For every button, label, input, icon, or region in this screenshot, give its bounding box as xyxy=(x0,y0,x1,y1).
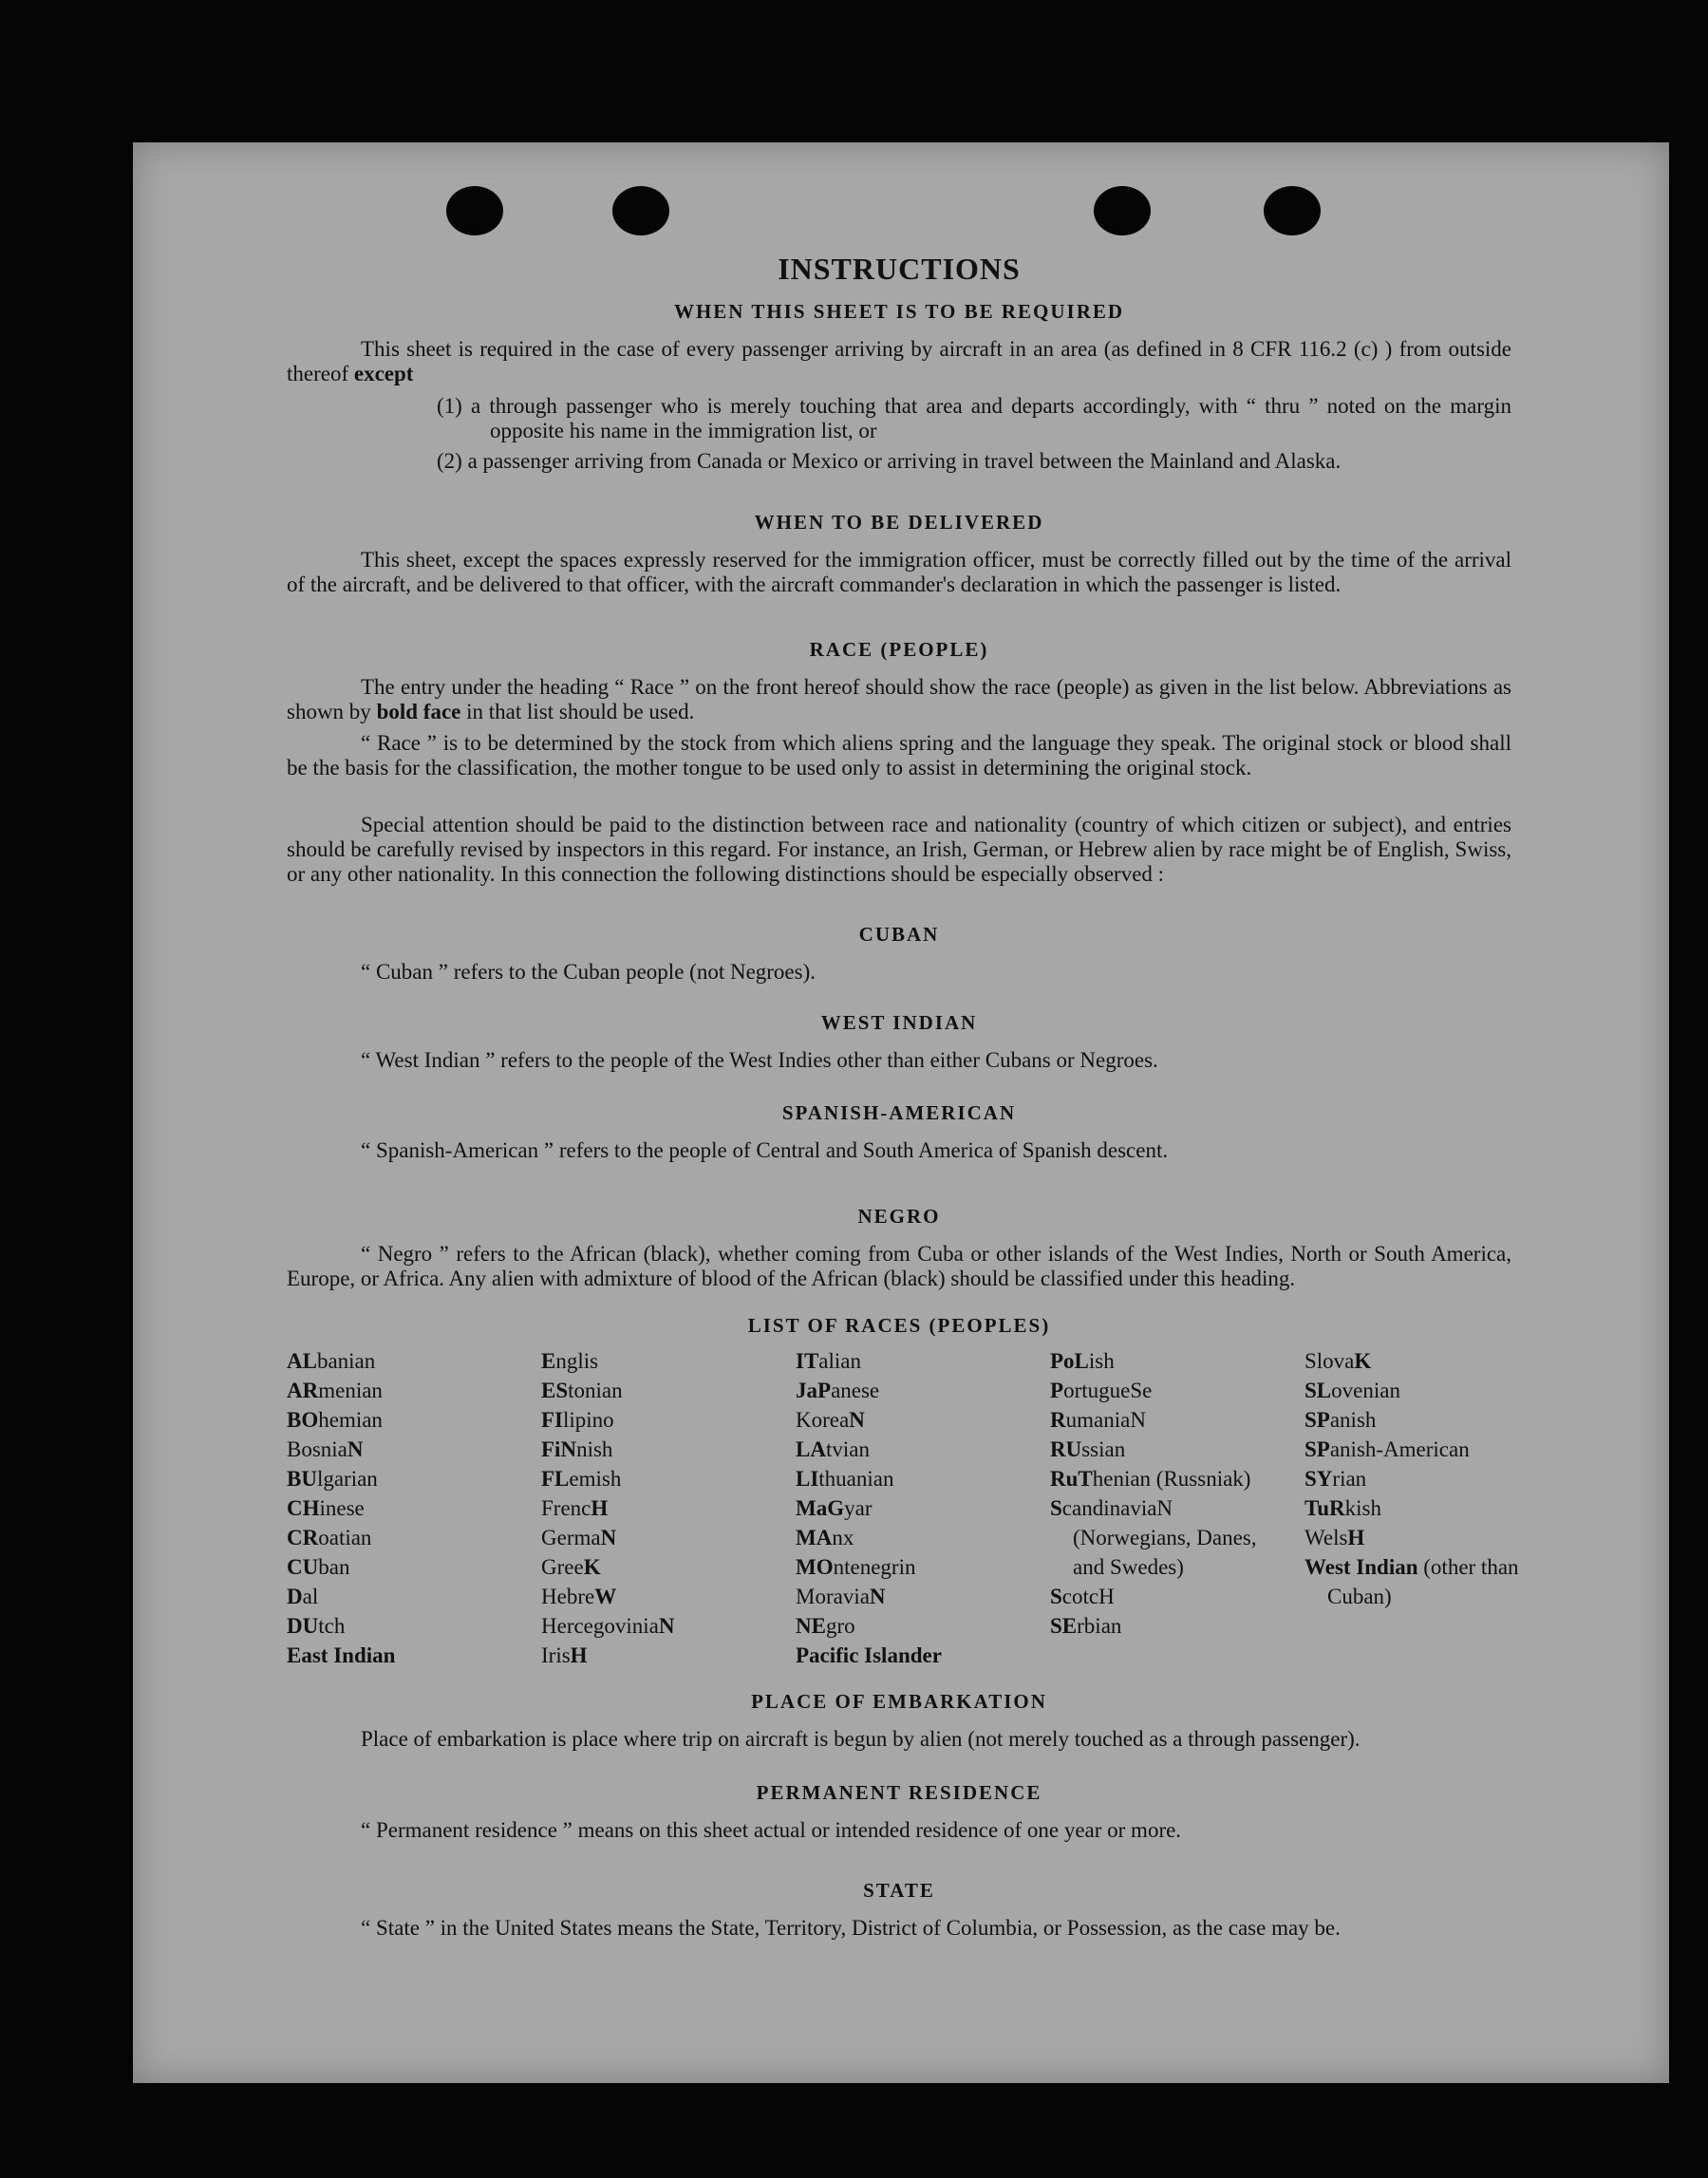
race-text: Moravia xyxy=(796,1585,870,1608)
para-permanent-residence: “ Permanent residence ” means on this sheet actual or intended residence of one year or more. xyxy=(361,1818,1182,1842)
para-embarkation: Place of embarkation is place where trip on aircraft is begun by alien (not merely touched as a through passenger). xyxy=(361,1727,1361,1751)
race-entry xyxy=(796,1611,1042,1641)
race-abbrev: NE xyxy=(796,1614,826,1638)
race-text: inese xyxy=(319,1496,365,1520)
race-entry xyxy=(796,1523,1042,1552)
para-when-required xyxy=(287,337,1511,386)
page-title: INSTRUCTIONS xyxy=(778,252,1021,286)
heading-negro: NEGRO xyxy=(857,1205,941,1228)
race-text: anish xyxy=(1329,1408,1377,1432)
race-text: Frenc xyxy=(541,1496,591,1520)
race-abbrev: Pacific Islander xyxy=(796,1643,942,1667)
race-abbrev: ES xyxy=(541,1379,569,1402)
race-text: ish xyxy=(1088,1349,1115,1373)
race-text: ortugueSe xyxy=(1063,1379,1153,1402)
race-entry xyxy=(541,1405,788,1435)
race-entry xyxy=(796,1493,1042,1523)
race-entry xyxy=(287,1493,534,1523)
para-west-indian: “ West Indian ” refers to the people of the West Indies other than either Cubans or Negroes. xyxy=(361,1048,1158,1072)
race-entry xyxy=(287,1641,534,1670)
punch-hole xyxy=(1264,186,1321,235)
race-text: menian xyxy=(318,1379,383,1402)
race-abbrev: RU xyxy=(1050,1437,1082,1461)
race-abbrev: SE xyxy=(1050,1614,1078,1638)
race-text: ntenegrin xyxy=(833,1555,916,1579)
race-entry xyxy=(1304,1435,1521,1464)
race-entry xyxy=(541,1346,788,1376)
race-abbrev: CU xyxy=(287,1555,319,1579)
race-text: hemian xyxy=(318,1408,383,1432)
race-text: yar xyxy=(844,1496,873,1520)
para-negro: “ Negro ” refers to the African (black), whether coming from Cuba or other islands of the West Indies, North or South America, Europe, or Africa. Any alien with admixture of blood of the African (black) should be classified under this heading. xyxy=(287,1242,1511,1290)
race-text: nx xyxy=(832,1526,854,1549)
race-entry xyxy=(541,1493,788,1523)
race-entry xyxy=(287,1464,534,1493)
race-text: Germa xyxy=(541,1526,601,1549)
race-text: rian xyxy=(1332,1467,1367,1491)
race-abbrev: N xyxy=(658,1614,675,1638)
race-abbrev: H xyxy=(570,1643,588,1667)
race-abbrev: K xyxy=(1354,1349,1372,1373)
race-text: ssian xyxy=(1081,1437,1126,1461)
race-abbrev: BU xyxy=(287,1467,317,1491)
race-text: nish xyxy=(576,1437,613,1461)
race-abbrev: FiN xyxy=(541,1437,577,1461)
race-text: Wels xyxy=(1304,1526,1348,1549)
race-entry xyxy=(796,1464,1042,1493)
race-entry xyxy=(796,1376,1042,1405)
race-abbrev: LI xyxy=(796,1467,819,1491)
race-abbrev: CR xyxy=(287,1526,319,1549)
heading-permanent-residence: PERMANENT RESIDENCE xyxy=(756,1781,1042,1804)
race-text: Iris xyxy=(541,1643,571,1667)
race-entry xyxy=(287,1405,534,1435)
race-abbrev: N xyxy=(600,1526,617,1549)
race-entry xyxy=(1304,1346,1521,1376)
race-entry xyxy=(1050,1376,1270,1405)
race-text: oatian xyxy=(318,1526,372,1549)
race-entry xyxy=(541,1435,788,1464)
race-entry xyxy=(1050,1493,1270,1582)
heading-spanish-american: SPANISH-AMERICAN xyxy=(781,1101,1017,1124)
race-entry xyxy=(541,1641,788,1670)
race-text: nglis xyxy=(555,1349,599,1373)
race-entry xyxy=(287,1376,534,1405)
race-text: candinaviaN (Norwegians, Danes, and Swedes) xyxy=(1061,1496,1257,1579)
text: The entry under the heading “ Race ” on the front hereof should show the race (people) as given in the list below. Abbreviations as shown by xyxy=(287,675,1511,723)
heading-embarkation: PLACE OF EMBARKATION xyxy=(751,1690,1047,1713)
race-entry xyxy=(796,1552,1042,1582)
race-text: Gree xyxy=(541,1555,584,1579)
race-abbrev: MO xyxy=(796,1555,834,1579)
para-cuban: “ Cuban ” refers to the Cuban people (not Negroes). xyxy=(361,960,816,984)
race-abbrev: MA xyxy=(796,1526,833,1549)
race-entry xyxy=(1304,1405,1521,1435)
race-abbrev: FL xyxy=(541,1467,570,1491)
race-entry xyxy=(541,1523,788,1552)
race-entry xyxy=(287,1582,534,1611)
race-abbrev: W xyxy=(594,1585,617,1608)
race-text: (other than Cuban) xyxy=(1327,1555,1519,1608)
race-text: rbian xyxy=(1077,1614,1122,1638)
race-abbrev: S xyxy=(1050,1496,1062,1520)
race-entry xyxy=(796,1405,1042,1435)
race-entry xyxy=(796,1346,1042,1376)
races-column xyxy=(541,1346,788,1670)
race-entry xyxy=(541,1464,788,1493)
race-entry xyxy=(541,1582,788,1611)
race-text: Hebre xyxy=(541,1585,595,1608)
race-text: kish xyxy=(1344,1496,1381,1520)
race-abbrev: K xyxy=(583,1555,601,1579)
race-entry xyxy=(1304,1552,1521,1611)
race-text: al xyxy=(302,1585,319,1608)
race-abbrev: CH xyxy=(287,1496,320,1520)
race-entry xyxy=(796,1582,1042,1611)
para-when-delivered: This sheet, except the spaces expressly reserved for the immigration officer, must be correctly filled out by the time of the arrival of the aircraft, and be delivered to that officer, with the aircraft commander's declaration in which the passenger is listed. xyxy=(287,548,1511,596)
race-abbrev: D xyxy=(287,1585,303,1608)
heading-race: RACE (PEOPLE) xyxy=(809,638,989,661)
race-abbrev: PoL xyxy=(1050,1349,1089,1373)
race-entry xyxy=(796,1435,1042,1464)
race-abbrev: N xyxy=(347,1437,364,1461)
race-entry xyxy=(541,1611,788,1641)
race-abbrev: H xyxy=(1347,1526,1365,1549)
race-abbrev: SP xyxy=(1304,1408,1330,1432)
race-abbrev: West Indian xyxy=(1304,1555,1418,1579)
race-entry xyxy=(287,1552,534,1582)
race-entry xyxy=(287,1346,534,1376)
race-text: gro xyxy=(825,1614,855,1638)
race-text: Hercegovinia xyxy=(541,1614,659,1638)
race-abbrev: FI xyxy=(541,1408,563,1432)
race-text: lipino xyxy=(563,1408,614,1432)
para-race-3: Special attention should be paid to the distinction between race and nationality (country of which citizen or subject), and entries should be carefully revised by inspectors in this regard. For instance, an Irish, German, or Hebrew alien by race might be of English, Swiss, or any other nationality. In this connection the following distinctions should be especially observed : xyxy=(287,813,1511,886)
race-text: ban xyxy=(318,1555,350,1579)
race-abbrev: DU xyxy=(287,1614,319,1638)
text: This sheet is required in the case of every passenger arriving by aircraft in an area (as defined in 8 CFR 116.2 (c) ) from outside thereof xyxy=(287,337,1511,385)
race-text: Slova xyxy=(1304,1349,1355,1373)
race-entry xyxy=(287,1611,534,1641)
race-text: anese xyxy=(831,1379,880,1402)
race-abbrev: H xyxy=(591,1496,609,1520)
heading-west-indian: WEST INDIAN xyxy=(820,1011,978,1034)
race-text: emish xyxy=(569,1467,622,1491)
race-abbrev: JaP xyxy=(796,1379,832,1402)
race-abbrev: P xyxy=(1050,1379,1064,1402)
race-abbrev: E xyxy=(541,1349,556,1373)
exception-item-2: (2) a passenger arriving from Canada or Mexico or arriving in travel between the Mainland and Alaska. xyxy=(437,449,1342,473)
heading-cuban: CUBAN xyxy=(858,923,940,946)
para-state: “ State ” in the United States means the State, Territory, District of Columbia, or Possession, as the case may be. xyxy=(361,1916,1341,1940)
race-entry xyxy=(796,1641,1042,1670)
para-race-1 xyxy=(287,675,1511,724)
race-abbrev: LA xyxy=(796,1437,826,1461)
punch-hole xyxy=(1094,186,1151,235)
text: in that list should be used. xyxy=(460,700,695,723)
race-text: alian xyxy=(818,1349,861,1373)
race-abbrev: R xyxy=(1050,1408,1066,1432)
race-entry xyxy=(287,1523,534,1552)
race-entry xyxy=(1304,1376,1521,1405)
race-abbrev: East Indian xyxy=(287,1643,396,1667)
punch-hole xyxy=(446,186,503,235)
race-entry xyxy=(1304,1493,1521,1523)
race-entry xyxy=(1050,1346,1270,1376)
race-abbrev: SY xyxy=(1304,1467,1333,1491)
race-abbrev: AL xyxy=(287,1349,317,1373)
race-abbrev: MaG xyxy=(796,1496,845,1520)
race-entry xyxy=(287,1435,534,1464)
race-entry xyxy=(1050,1611,1270,1641)
heading-when-required: WHEN THIS SHEET IS TO BE REQUIRED xyxy=(673,300,1125,323)
race-abbrev: SL xyxy=(1304,1379,1332,1402)
para-race-2: “ Race ” is to be determined by the stock from which aliens spring and the language they speak. The original stock or blood shall be the basis for the classification, the mother tongue to be used only to assist in determining the original stock. xyxy=(287,731,1511,779)
race-abbrev: TuR xyxy=(1304,1496,1345,1520)
race-abbrev: SP xyxy=(1304,1437,1330,1461)
races-column xyxy=(796,1346,1042,1670)
race-entry xyxy=(1050,1464,1270,1493)
race-entry xyxy=(541,1552,788,1582)
race-entry xyxy=(1304,1464,1521,1493)
heading-state: STATE xyxy=(863,1879,935,1902)
text-bold: bold face xyxy=(376,700,461,723)
race-abbrev: N xyxy=(849,1408,865,1432)
race-text: banian xyxy=(316,1349,376,1373)
race-text: umaniaN xyxy=(1065,1408,1146,1432)
race-entry xyxy=(541,1376,788,1405)
race-abbrev: BO xyxy=(287,1408,319,1432)
race-text: anish-American xyxy=(1329,1437,1470,1461)
race-entry xyxy=(1050,1405,1270,1435)
race-abbrev: S xyxy=(1050,1585,1062,1608)
race-text: tch xyxy=(318,1614,346,1638)
race-text: thuanian xyxy=(818,1467,894,1491)
race-text: ovenian xyxy=(1331,1379,1400,1402)
race-abbrev: IT xyxy=(796,1349,819,1373)
punch-hole xyxy=(612,186,669,235)
race-text: lgarian xyxy=(316,1467,378,1491)
race-entry xyxy=(1304,1523,1521,1552)
para-spanish-american: “ Spanish-American ” refers to the people of Central and South America of Spanish descent. xyxy=(361,1138,1169,1162)
race-text: cotcH xyxy=(1061,1585,1115,1608)
race-entry xyxy=(1050,1582,1270,1611)
heading-when-delivered: WHEN TO BE DELIVERED xyxy=(754,511,1044,534)
races-column xyxy=(287,1346,534,1670)
races-column xyxy=(1050,1346,1270,1641)
race-entry xyxy=(1050,1435,1270,1464)
race-abbrev: RuT xyxy=(1050,1467,1093,1491)
race-text: tvian xyxy=(825,1437,870,1461)
races-column xyxy=(1304,1346,1521,1611)
race-text: Bosnia xyxy=(287,1437,347,1461)
race-text: tonian xyxy=(568,1379,623,1402)
race-text: Korea xyxy=(796,1408,850,1432)
race-abbrev: AR xyxy=(287,1379,319,1402)
document-sheet xyxy=(133,142,1669,2083)
race-abbrev: N xyxy=(869,1585,886,1608)
text-bold: except xyxy=(353,362,414,385)
exception-item-1: (1) a through passenger who is merely touching that area and departs accordingly, with “ thru ” noted on the margin opposite his name in the immigration list, or xyxy=(437,394,1511,442)
race-text: henian (Russniak) xyxy=(1092,1467,1251,1491)
heading-list-of-races: LIST OF RACES (PEOPLES) xyxy=(747,1314,1051,1337)
